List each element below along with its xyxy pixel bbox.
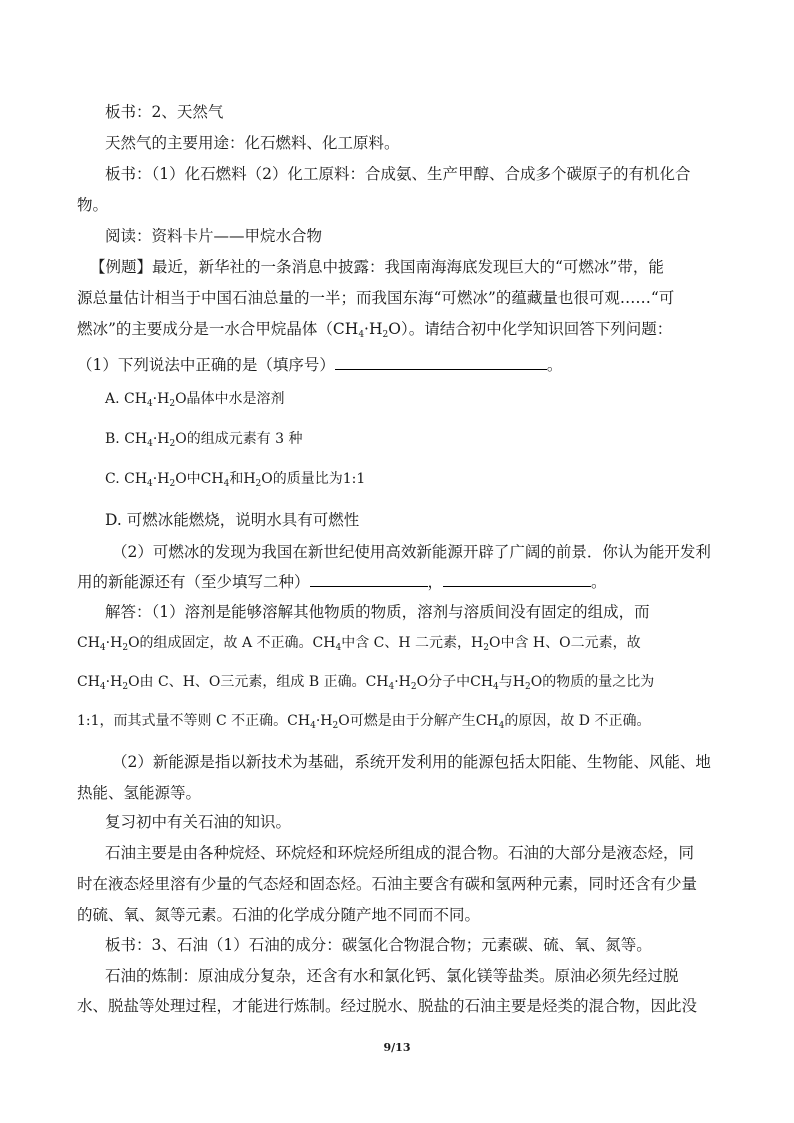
answer-line-1: 解答：（1）溶剂是能够溶解其他物质的物质，溶剂与溶质间没有固定的组成，而 bbox=[105, 603, 650, 621]
board-petroleum: 板书：3、石油（1）石油的成分：碳氢化合物混合物；元素碳、硫、氧、氮等。 bbox=[105, 936, 652, 954]
line-example-1: 【例题】最近，新华社的一条消息中披露：我国南海海底发现巨大的“可燃冰”带，能 bbox=[90, 258, 664, 276]
question-1: （1）下列说法中正确的是（填序号） 。 bbox=[77, 356, 563, 374]
petroleum-para-3: 的硫、氧、氮等元素。石油的化学成分随产地不同而不同。 bbox=[77, 906, 481, 924]
refining-para-1: 石油的炼制：原油成分复杂，还含有水和氯化钙、氯化镁等盐类。原油必须先经过脱 bbox=[105, 967, 679, 985]
answer-blank-3[interactable] bbox=[443, 572, 591, 587]
option-d: D. 可燃冰能燃烧，说明水具有可燃性 bbox=[105, 511, 360, 529]
line-board-uses-cont: 物。 bbox=[77, 196, 109, 214]
page-number: 9/13 bbox=[383, 1041, 411, 1054]
line-natural-gas-uses: 天然气的主要用途：化石燃料、化工原料。 bbox=[105, 134, 400, 152]
petroleum-para-2: 时在液态烃里溶有少量的气态烃和固态烃。石油主要含有碳和氢两种元素，同时还含有少量 bbox=[77, 875, 698, 893]
refining-para-2: 水、脱盐等处理过程，才能进行炼制。经过脱水、脱盐的石油主要是烃类的混合物，因此没 bbox=[77, 997, 698, 1015]
option-c: C. $CH_4\cdot H_2O$中$CH_4$和$H_2O$的质量比为1:1 bbox=[105, 471, 366, 489]
line-board-uses: 板书：（1）化石燃料（2）化工原料：合成氨、生产甲醇、合成多个碳原子的有机化合 bbox=[105, 165, 691, 183]
answer-line-4: 1:1，而其式量不等则 C 不正确。$CH_4\cdot H_2O$可燃是由于分解产生$CH_4$的原因，故 D 不正确。 bbox=[77, 713, 651, 731]
answer-line-2: $CH_4\cdot H_2O$的组成固定，故 A 不正确。$CH_4$中含 C、H 二元素，$H_2O$中含 H、O二元素，故 bbox=[77, 635, 641, 653]
answer-blank-2[interactable] bbox=[310, 572, 428, 587]
answer-line-3: $CH_4\cdot H_2O$由 C、H、O三元素，组成 B 正确。$CH_4\cdot H_2O$分子中$CH_4$与$H_2O$的物质的量之比为 bbox=[77, 674, 655, 692]
line-example-2: 源总量估计相当于中国石油总量的一半；而我国东海“可燃冰”的蕴藏量也很可观……“可 bbox=[77, 289, 675, 307]
answer-line-5: （2）新能源是指以新技术为基础，系统开发利用的能源包括太阳能、生物能、风能、地 bbox=[112, 753, 711, 771]
answer-blank-1[interactable] bbox=[335, 355, 547, 370]
line-board-natural-gas: 板书：2、天然气 bbox=[105, 103, 224, 121]
question-2-line-1: （2）可燃冰的发现为我国在新世纪使用高效新能源开辟了广阔的前景．你认为能开发利 bbox=[112, 543, 711, 561]
line-example-3: 燃冰”的主要成分是一水合甲烷晶体$(CH_4\cdot H_2O)$。请结合初中化学知识回答下列问题： bbox=[77, 320, 673, 340]
review-petroleum: 复习初中有关石油的知识。 bbox=[105, 813, 292, 831]
option-b: B. $CH_4\cdot H_2O$的组成元素有 3 种 bbox=[105, 431, 303, 449]
line-reading-card: 阅读：资料卡片——甲烷水合物 bbox=[105, 227, 323, 245]
question-2-line-2: 用的新能源还有（至少填写二种） ， 。 bbox=[77, 573, 607, 591]
petroleum-para-1: 石油主要是由各种烷烃、环烷烃和环烷烃所组成的混合物。石油的大部分是液态烃，同 bbox=[105, 844, 695, 862]
option-a: A. $CH_4\cdot H_2O$晶体中水是溶剂 bbox=[105, 391, 285, 409]
answer-line-6: 热能、氢能源等。 bbox=[77, 784, 202, 802]
